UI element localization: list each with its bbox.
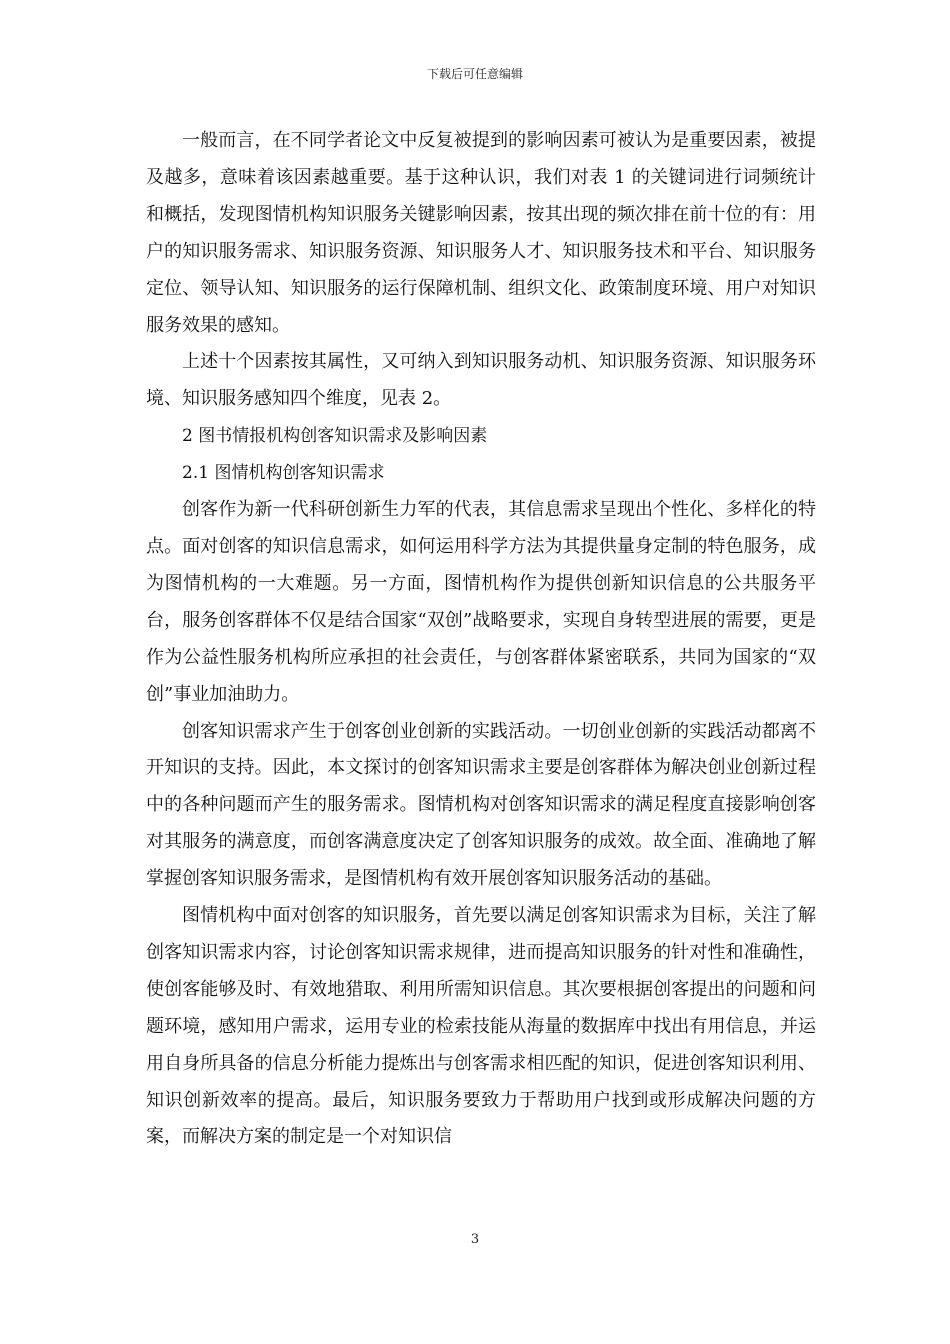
paragraph-knowledge-demand: 创客知识需求产生于创客创业创新的实践活动。一切创业创新的实践活动都离不开知识的支持。因此，本文探讨的创客知识需求主要是创客群体为解决创业创新过程中的各种问题而产生的服务需求。图情机构对创客知识需求的满足程度直接影响创客对其服务的满意度，而创客满意度决定了创客知识服务的成效。故全面、准确地了解掌握创客知识服务需求，是图情机构有效开展创客知识服务活动的基础。 bbox=[146, 720, 816, 890]
document-body bbox=[146, 123, 816, 1156]
paragraph-maker-needs: 创客作为新一代科研创新生力军的代表，其信息需求呈现出个性化、多样化的特点。面对创客的知识信息需求，如何运用科学方法为其提供量身定制的特色服务，成为图情机构的一大难题。另一方面，图情机构作为提供创新知识信息的公共服务平台，服务创客群体不仅是结合国家“双创”战略要求，实现自身转型进展的需要，更是作为公益性服务机构所应承担的社会责任，与创客群体紧密联系，共同为国家的“双创”事业加油助力。 bbox=[146, 499, 816, 705]
page-header: 下载后可任意编辑 bbox=[426, 67, 523, 81]
section-heading-2-1: 2.1 图情机构创客知识需求 bbox=[182, 463, 385, 484]
paragraph-dimensions: 上述十个因素按其属性，又可纳入到知识服务动机、知识服务资源、知识服务环境、知识服务感知四个维度，见表 2。 bbox=[146, 351, 816, 410]
paragraph-influencing-factors: 一般而言，在不同学者论文中反复被提到的影响因素可被认为是重要因素，被提及越多，意味着该因素越重要。基于这种认识，我们对表 1 的关键词进行词频统计和概括，发现图情机构知识服务关键影响因素，按其出现的频次排在前十位的有：用户的知识服务需求、知识服务资源、知识服务人才、知识服务技术和平台、知识服务定位、领导认知、知识服务的运行保障机制、组织文化、政策制度环境、用户对知识服务效果的感知。 bbox=[146, 130, 816, 336]
section-heading-2: 2 图书情报机构创客知识需求及影响因素 bbox=[182, 426, 488, 447]
paragraph-knowledge-service: 图情机构中面对创客的知识服务，首先要以满足创客知识需求为目标，关注了解创客知识需求内容，讨论创客知识需求规律，进而提高知识服务的针对性和准确性，使创客能够及时、有效地猎取、利用所需知识信息。其次要根据创客提出的问题和问题环境，感知用户需求，运用专业的检索技能从海量的数据库中找出有用信息，并运用自身所具备的信息分析能力提炼出与创客需求相匹配的知识，促进创客知识利用、知识创新效率的提高。最后，知识服务要致力于帮助用户找到或形成解决问题的方案，而解决方案的制定是一个对知识信 bbox=[146, 905, 816, 1148]
page-number: 3 bbox=[470, 1232, 480, 1247]
